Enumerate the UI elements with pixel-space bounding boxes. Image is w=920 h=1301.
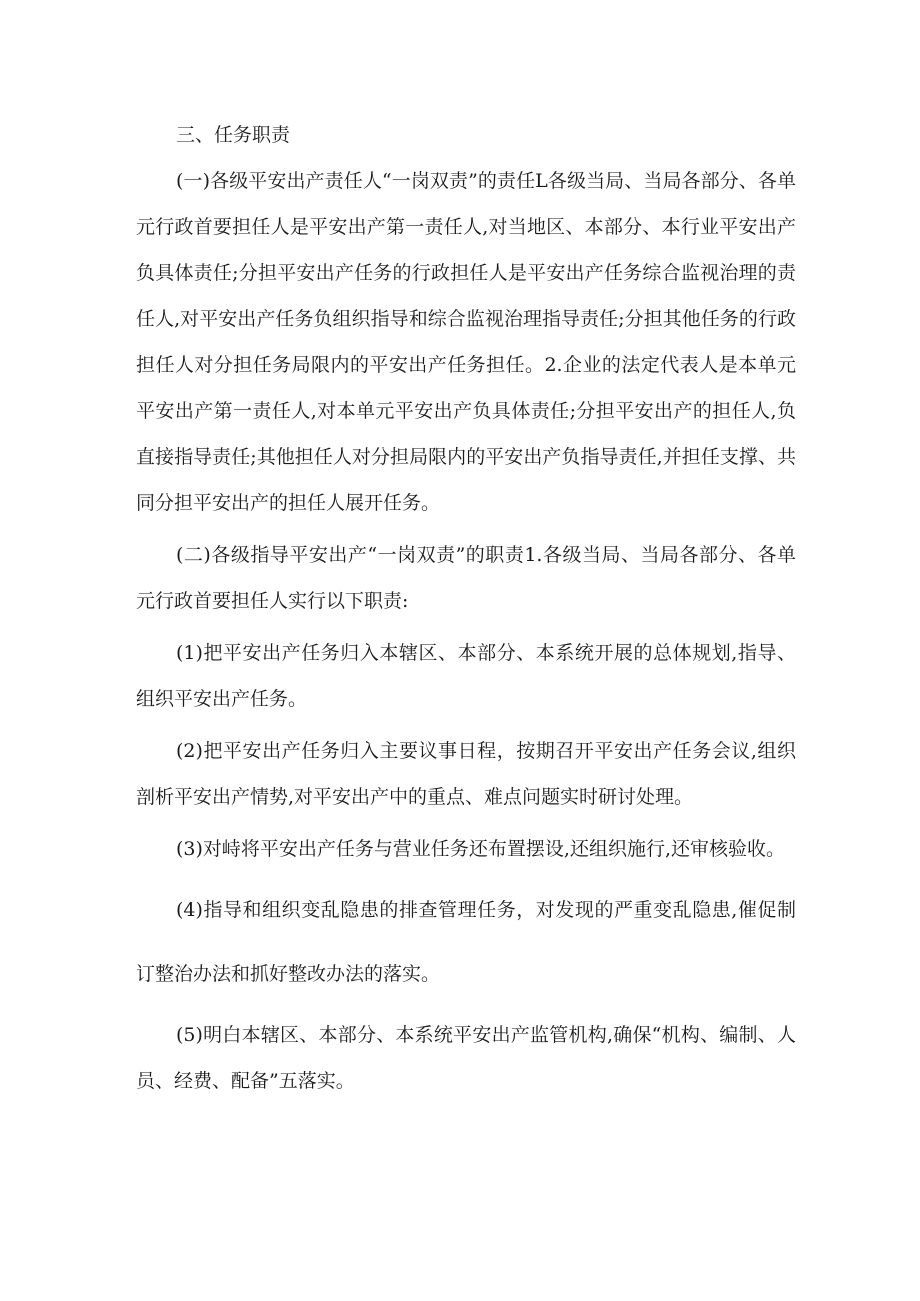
paragraph-item-2: (2)把平安出产任务归入主要议事日程，按期召开平安出产任务会议,组织剖析平安出产情势,对平安出产中的重点、难点问题实时研讨处理。 [136,740,796,808]
paragraph-item-1: (1)把平安出产任务归入本辖区、本部分、本系统开展的总体规划,指导、组织平安出产任务。 [136,642,796,710]
paragraph-item-4: (4)指导和组织变乱隐患的排查管理任务，对发现的严重变乱隐患,催促制订整治办法和抓好整改办法的落实。 [136,899,796,985]
paragraph-responsibility-two: (二)各级指导平安出产“一岗双责”的职责1.各级当局、当局各部分、各单元行政首要担任人实行以下职责: [136,544,796,612]
paragraph-item-5: (5)明白本辖区、本部分、本系统平安出产监管机构,确保“机构、编制、人员、经费、配备”五落实。 [136,1024,796,1092]
paragraph-responsibility-one: (一)各级平安出产责任人“一岗双责”的责任L各级当局、当局各部分、各单元行政首要担任人是平安出产第一责任人,对当地区、本部分、本行业平安出产负具体责任;分担平安出产任务的行政担任人是平安出产任务综合监视治理的责任人,对平安出产任务负组织指导和综合监视治理指导责任;分担其他任务的行政担任人对分担任务局限内的平安出产任务担任。2.企业的法定代表人是本单元平安出产第一责任人,对本单元平安出产负具体责任;分担平安出产的担任人,负直接指导责任;其他担任人对分担局限内的平安出产负指导责任,并担任支撑、共同分担平安出产的担任人展开任务。 [136,170,796,514]
paragraph-item-3: (3)对峙将平安出产任务与营业任务还布置摆设,还组织施行,还审核验收。 [176,838,785,860]
document-body [136,112,796,1110]
section-heading: 三、任务职责 [176,124,291,146]
